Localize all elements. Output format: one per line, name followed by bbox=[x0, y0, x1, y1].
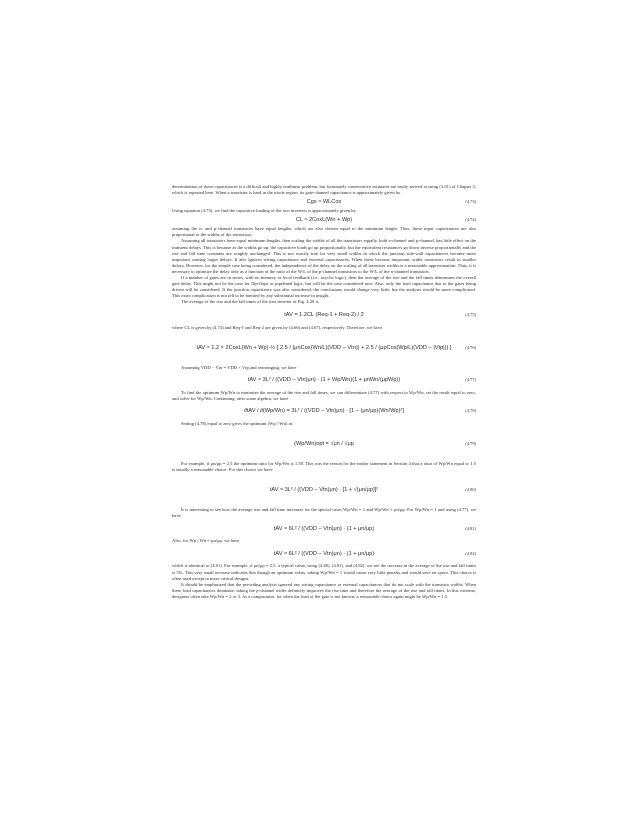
paragraph-12: It is interesting to see how the average rise and fall time increases for the special cases Wp/Wn = 1 and Wp/Wn = μn/μp. For Wp/Wn = 1 and using (4.77), we have bbox=[172, 507, 476, 519]
equation-4-81 bbox=[172, 519, 476, 538]
paragraph-3: assuming the n- and p-channel transistors have equal lengths, which are also chosen equal to the minimum length. Thus, these input capacitances are also proportional to the widths of the transistors. bbox=[172, 226, 476, 238]
text-column bbox=[172, 184, 476, 600]
paragraph-15: It should be emphasized that the preceding analysis ignored any wiring capacitance or external capacitances that do not scale with the transistor widths. When these load capacitances dominate, taking the p-channel wider definitely improves the rise time and therefore the average of the rise and fall times. In this extreme, designers often take Wp/Wn = 2 or 3. As a compromise, for when the load of the gate is not known, a reasonable choice again might be Wp/Wn = 1.5. bbox=[172, 581, 476, 599]
equation-4-79 bbox=[172, 427, 476, 461]
equation-4-77-body: tAV ≈ 3L² / ((VDD − Vtn)μn) · (1 + Wp/Wn)(1 + μnWn/(μpWp)) bbox=[247, 377, 401, 384]
equation-4-78-number: (4.78) bbox=[465, 408, 476, 414]
paragraph-14: which is identical to (4.81). For example, if μn/μp = 2.5, a typical value, using (4.80), (4.81), and (4.82), we see the increase in the average of the rise and fall times is 5%. This very small increase indicates that though an optimum exists, taking Wp/Wn = 1 would cause very little penalty and would save on space. This choice is often used except in more critical designs. bbox=[172, 563, 476, 581]
equation-4-73-number: (4.73) bbox=[465, 199, 476, 205]
equation-4-74 bbox=[172, 214, 476, 226]
paragraph-5: If a number of gates are in series, with no memory or local feedback (i.e., acyclic logic), then the average of the rise and the fall times determines the overall gate delay. This might not be the case for flip-flops or pipelined logic, but will be the case considered now. Also, only the load capacitance due to the gates being driven will be considered. If the junction capacitance was also considered, the conclusions would change very little, but the analysis would be more complicated. This extra complication is not felt to be merited by any substantial increase in insight. bbox=[172, 275, 476, 299]
paragraph-8: Assuming VDD − Vtn = VDD + Vtp and rearranging, we have bbox=[181, 364, 297, 370]
equation-4-81-body: tAV ≈ 6L² / ((VDD − Vtn)μn) · (1 + μn/μp) bbox=[273, 525, 375, 532]
equation-4-79-body: (Wp/Wn)opt = √μn / √μp bbox=[294, 440, 354, 447]
equation-4-82 bbox=[172, 544, 476, 563]
paragraph-2: Using equation (4.73), we find the capacitive loading of the two inverters is approximately given by bbox=[172, 208, 356, 214]
equation-4-74-body: CL ≈ 2CoxL(Wn + Wp) bbox=[295, 217, 353, 224]
equation-4-82-body: tAV ≈ 6L² / ((VDD − Vtn)μn) · (1 + μn/μp) bbox=[273, 550, 375, 557]
equation-4-77 bbox=[172, 371, 476, 390]
equation-4-77-number: (4.77) bbox=[465, 377, 476, 383]
equation-4-80-number: (4.80) bbox=[465, 487, 476, 493]
equation-4-78 bbox=[172, 402, 476, 421]
paragraph-11: For example, if μn/μp = 2.5 the optimum ratio for Wp/Wn is 1.58. This was the reason for the earlier statement in Section 4 that a ratio of Wp/Wn equal to 1.5 is usually a reasonable choice. For this choice we have bbox=[172, 460, 476, 473]
equation-4-78-body: ∂tAV / ∂(Wp/Wn) = 3L² / ((VDD − Vtn)μn) · [1 − (μn/μp)(Wn/Wp)²] bbox=[244, 408, 404, 415]
equation-4-76 bbox=[172, 331, 476, 365]
equation-4-80-body: tAV ≈ 3L² / ((VDD − Vtn)μn) · [1 + √(μn/μp)]² bbox=[269, 487, 379, 494]
equation-4-75 bbox=[172, 306, 476, 325]
paragraph-10: Setting (4.78) equal to zero gives the optimum (Wp / Wn) as bbox=[181, 420, 293, 426]
equation-4-79-number: (4.79) bbox=[465, 440, 476, 446]
paragraph-9: To find the optimum Wp/Wn to minimize the average of the rise and fall times, we can differentiate (4.77) with respect to Wp/Wn, set the result equal to zero, and solve for Wp/Wn. Continuing, after some algebra, we have bbox=[172, 389, 476, 401]
equation-4-76-body: tAV ≈ 1.2 × 2CoxL(Wn + Wp)·½·[ 2.5 / (μnCox(Wn/L)(VDD − Vtn)) + 2.5 / (μpCox(Wp/L)(VDD − |Vtp|)) ] bbox=[196, 344, 452, 351]
equation-4-75-number: (4.75) bbox=[465, 311, 476, 317]
equation-4-73-body: Cgs ≈ WLCox bbox=[306, 199, 342, 206]
equation-4-73 bbox=[172, 196, 476, 208]
equation-4-81-number: (4.81) bbox=[465, 525, 476, 531]
paragraph-4: Assuming all transistors have equal minimum lengths, then scaling the widths of all the transistors equally, both n-channel and p-channel, has little effect on the transient delays. This is because as the widths go up, the capacitive loads go up proportionally, but the equivalent resistances go down inverse proportionally and the rise and fall time constants are roughly unchanged. This is not exactly true for very small widths in which the junction side-wall capacitances become more important causing larger delays. It also ignores wiring capacitance and external capacitances. When these become important, wider transistors result in smaller delays. However, for the simple case being considered, the independence of the delay on the scaling of all transistor widths is a reasonable approximation. Thus, it is necessary to optimize the delay only as a function of the ratio of the W/L of the p-channel transistors to the W/L of the n-channel transistors. bbox=[172, 238, 476, 274]
equation-4-76-number: (4.76) bbox=[465, 344, 476, 350]
paragraph-13: Also, for Wp / Wn = μn/μp, we have bbox=[172, 538, 240, 544]
paragraph-1: determination of these capacitances is a difficult and highly nonlinear problem, but fortunately conservative estimates are easily arrived at using (3.61) of Chapter 3, which is repeated here. When a transistor is hard in the triode region, its gate-channel capacitance is approximately given by bbox=[172, 184, 476, 196]
equation-4-75-body: tAV = 1.2CL (Req-1 + Req-2) / 2 bbox=[284, 311, 364, 318]
paragraph-7: where CL is given by (4.74) and Req-1 and Req-2 are given by (4.66) and (4.67), respectively. Therefore, we have bbox=[172, 324, 383, 330]
equation-4-80 bbox=[172, 473, 476, 507]
equation-4-74-number: (4.74) bbox=[465, 217, 476, 223]
paragraph-6: The average of the rise and the fall times of the first inverter of Fig. 4.29 is bbox=[181, 299, 319, 305]
equation-4-82-number: (4.82) bbox=[465, 550, 476, 556]
